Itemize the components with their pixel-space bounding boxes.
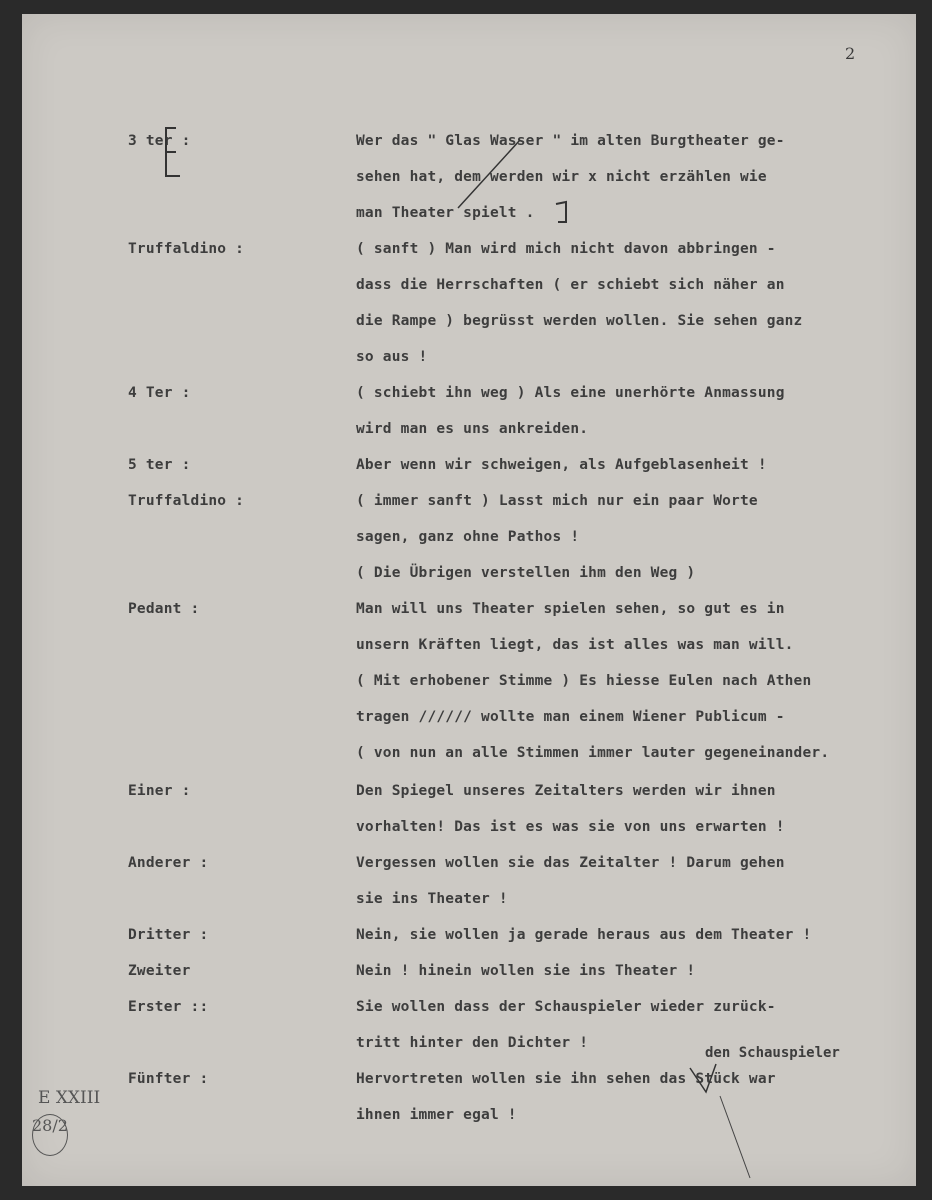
- dialogue-line: Hervortreten wollen sie ihn sehen das Stück war: [356, 1071, 776, 1087]
- dialogue-line: Aber wenn wir schweigen, als Aufgeblasenheit !: [356, 457, 767, 473]
- insertion-caret: [690, 1064, 716, 1092]
- dialogue-line: Man will uns Theater spielen sehen, so gut es in: [356, 601, 785, 617]
- dialogue-line: die Rampe ) begrüsst werden wollen. Sie sehen ganz: [356, 313, 803, 329]
- page-number: 2: [845, 44, 856, 63]
- dialogue-line: so aus !: [356, 349, 428, 365]
- dialogue-line: Nein, sie wollen ja gerade heraus aus dem Theater !: [356, 927, 812, 943]
- dialogue-line: ( sanft ) Man wird mich nicht davon abbringen -: [356, 241, 776, 257]
- dialogue-line: tragen ////// wollte man einem Wiener Publicum -: [356, 709, 785, 725]
- speaker-label: Pedant :: [128, 601, 200, 617]
- archive-mark: E XXIII: [38, 1088, 101, 1108]
- handwritten-insertion: den Schauspieler: [705, 1045, 840, 1061]
- dialogue-line: man Theater spielt .: [356, 205, 535, 221]
- dialogue-line: Nein ! hinein wollen sie ins Theater !: [356, 963, 696, 979]
- dialogue-line: ( Mit erhobener Stimme ) Es hiesse Eulen nach Athen: [356, 673, 812, 689]
- speaker-label: 3 ter :: [128, 133, 191, 149]
- bracket-close-mark: [556, 202, 566, 222]
- dialogue-line: ihnen immer egal !: [356, 1107, 517, 1123]
- dialogue-line: dass die Herrschaften ( er schiebt sich näher an: [356, 277, 785, 293]
- long-stroke: [720, 1096, 750, 1178]
- dialogue-line: Wer das " Glas Wasser " im alten Burgtheater ge-: [356, 133, 785, 149]
- dialogue-line: Vergessen wollen sie das Zeitalter ! Darum gehen: [356, 855, 785, 871]
- dialogue-line: Den Spiegel unseres Zeitalters werden wir ihnen: [356, 783, 776, 799]
- dialogue-line: ( immer sanft ) Lasst mich nur ein paar Worte: [356, 493, 758, 509]
- speaker-label: Anderer :: [128, 855, 209, 871]
- speaker-label: Truffaldino :: [128, 241, 245, 257]
- speaker-label: Truffaldino :: [128, 493, 245, 509]
- dialogue-line: Sie wollen dass der Schauspieler wieder zurück-: [356, 999, 776, 1015]
- dialogue-line: wird man es uns ankreiden.: [356, 421, 589, 437]
- dialogue-line: sie ins Theater !: [356, 891, 508, 907]
- speaker-label: Dritter :: [128, 927, 209, 943]
- dialogue-line: ( schiebt ihn weg ) Als eine unerhörte Anmassung: [356, 385, 785, 401]
- dialogue-line: ( von nun an alle Stimmen immer lauter gegeneinander.: [356, 745, 830, 761]
- speaker-label: Erster ::: [128, 999, 209, 1015]
- speaker-label: 5 ter :: [128, 457, 191, 473]
- dialogue-line: sagen, ganz ohne Pathos !: [356, 529, 580, 545]
- speaker-label: 4 Ter :: [128, 385, 191, 401]
- dialogue-line: tritt hinter den Dichter !: [356, 1035, 589, 1051]
- bracket-mark: [166, 128, 180, 176]
- speaker-label: Fünfter :: [128, 1071, 209, 1087]
- speaker-label: Einer :: [128, 783, 191, 799]
- dialogue-line: ( Die Übrigen verstellen ihm den Weg ): [356, 565, 696, 581]
- dialogue-line: unsern Kräften liegt, das ist alles was man will.: [356, 637, 794, 653]
- dialogue-line: vorhalten! Das ist es was sie von uns erwarten !: [356, 819, 785, 835]
- strike-mark: [458, 140, 520, 208]
- speaker-label: Zweiter: [128, 963, 191, 979]
- dialogue-line: sehen hat, dem werden wir x nicht erzählen wie: [356, 169, 767, 185]
- archive-number: 28/2: [32, 1116, 68, 1135]
